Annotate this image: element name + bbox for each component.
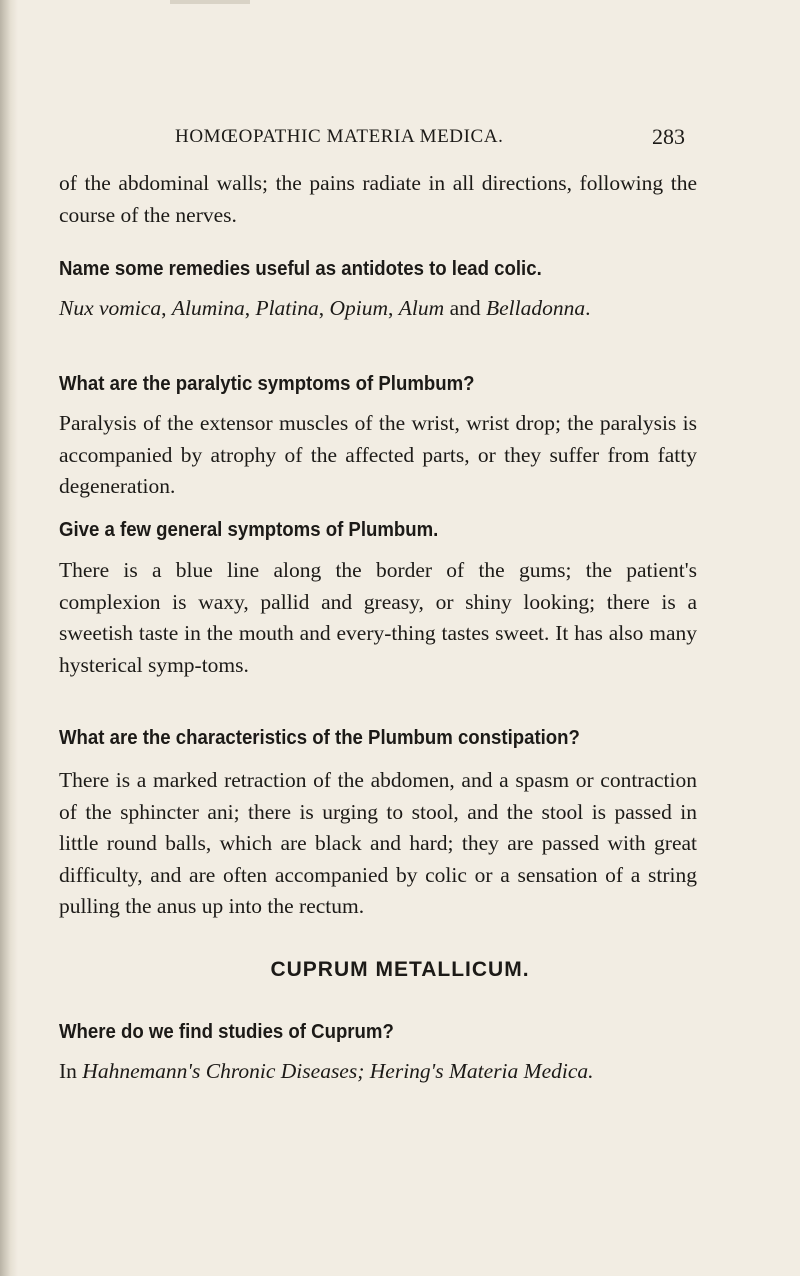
preposition: In [59,1059,77,1083]
remedy-name: Platina [255,296,319,320]
answer-cuprum-studies [59,1056,697,1088]
section-heading-cuprum: CUPRUM METALLICUM. [270,958,530,981]
running-title: HOMŒOPATHIC MATERIA MEDICA. [175,126,504,147]
remedy-name: Nux vomica [59,296,162,320]
answer-general-symptoms: There is a blue line along the border of the gums; the patient's complexion is waxy, pallid and greasy, or shiny looking; there is a sweetish taste in the mouth and every-thing tastes sweet. It has also many hysterical symp-toms. [59,558,697,677]
question-general-symptoms: Give a few general symptoms of Plumbum. [59,519,439,541]
book-title: Hahnemann's Chronic Diseases; [82,1059,365,1083]
question-paralytic-symptoms: What are the paralytic symptoms of Plumbum? [59,373,475,395]
answer-paralytic-symptoms: Paralysis of the extensor muscles of the wrist, wrist drop; the paralysis is accompanied by atrophy of the affected parts, or they suffer from fatty degeneration. [59,411,697,498]
remedy-name: Alumina [171,296,245,320]
conjunction: and [449,296,481,320]
page-edge-shadow [0,0,18,1276]
question-lead-colic-antidotes: Name some remedies useful as antidotes to lead colic. [59,258,542,280]
question-cuprum-studies: Where do we find studies of Cuprum? [59,1021,394,1043]
remedy-name: Alum [398,296,445,320]
answer-constipation: There is a marked retraction of the abdomen, and a spasm or contraction of the sphincter ani; there is urging to stool, and the stool is passed in little round balls, which are black and hard; they are passed with great difficulty, and are often accompanied by colic or a sensation of a string pulling the anus up into the rectum. [59,768,697,918]
book-title: Hering's Materia Medica. [369,1059,594,1083]
paragraph-continuation: of the abdominal walls; the pains radiate in all directions, following the course of the nerves. [59,171,697,227]
answer-lead-colic-antidotes: Nux vomica, Alumina, Platina, Opium, Alum and Belladonna. [59,296,591,320]
remedy-name: Belladonna [485,296,586,320]
remedy-name: Opium [329,296,389,320]
page-number: 283 [652,124,685,149]
question-constipation: What are the characteristics of the Plumbum constipation? [59,727,580,749]
page-top-edge [170,0,250,4]
